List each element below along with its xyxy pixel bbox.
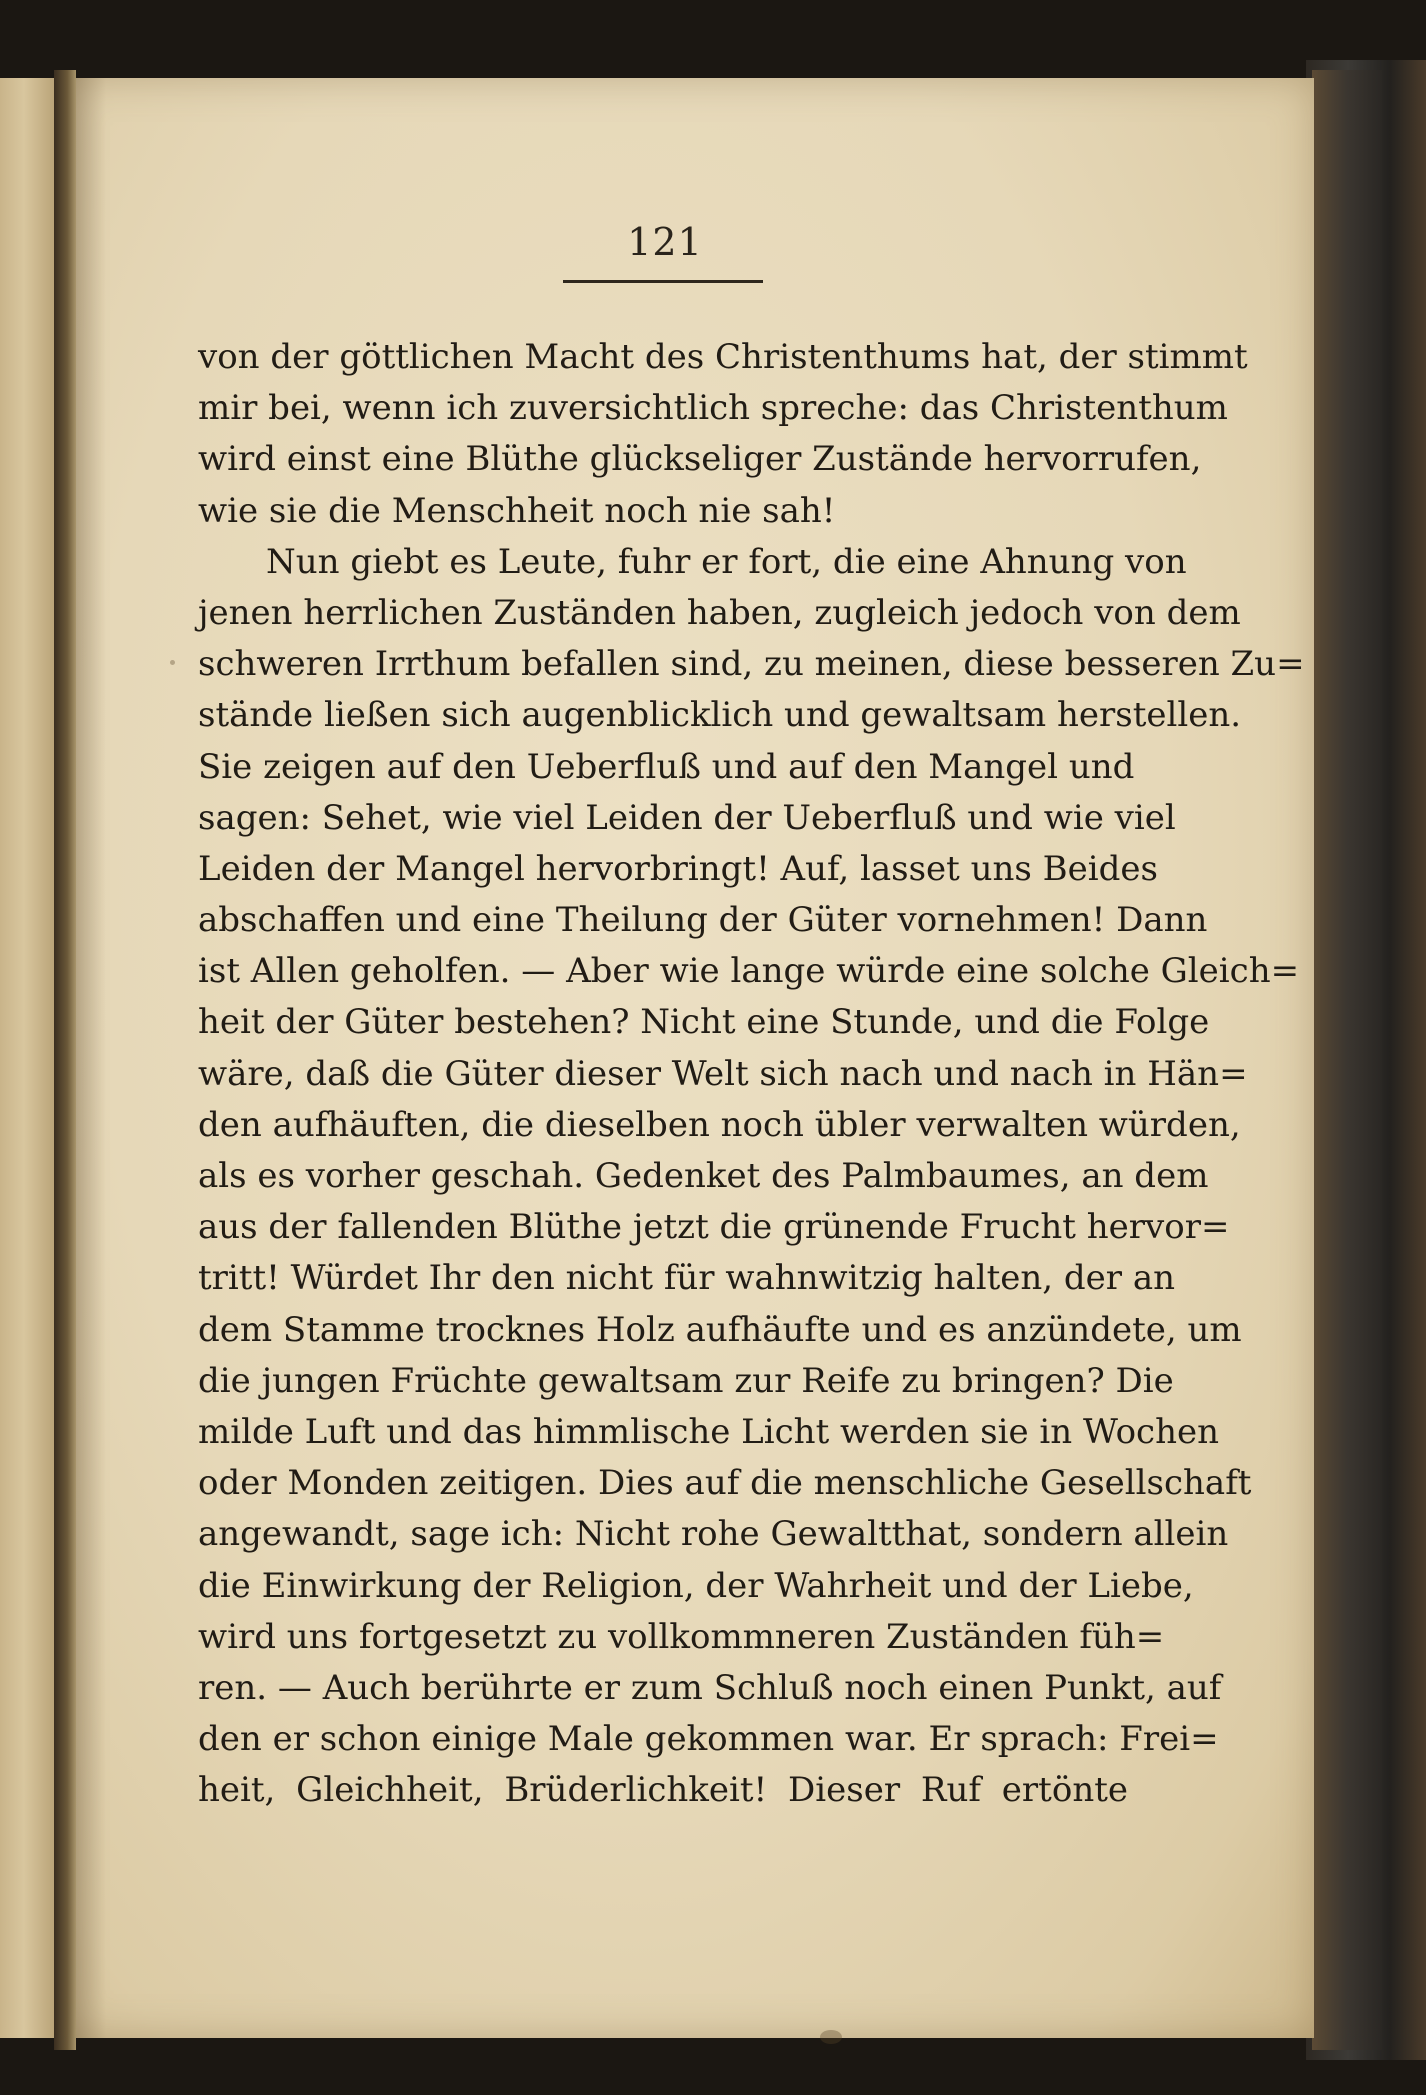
text-line: Nun giebt es Leute, fuhr er fort, die eine Ahnung von — [266, 541, 1187, 582]
text-line: wird uns fortgesetzt zu vollkommneren Zuständen füh= — [198, 1616, 1165, 1657]
text-line: ren. — Auch berührte er zum Schluß noch einen Punkt, auf — [198, 1667, 1222, 1708]
text-line: schweren Irrthum befallen sind, zu meinen, diese besseren Zu= — [198, 644, 1305, 685]
text-line: oder Monden zeitigen. Dies auf die menschliche Gesellschaft — [198, 1463, 1252, 1504]
page-number-rule — [563, 280, 763, 283]
text-line: angewandt, sage ich: Nicht rohe Gewaltthat, sondern allein — [198, 1514, 1229, 1555]
text-line: wird einst eine Blüthe glückseliger Zustände hervorrufen, — [198, 439, 1202, 480]
text-line: dem Stamme trocknes Holz aufhäufte und es anzündete, um — [198, 1309, 1242, 1350]
text-line: milde Luft und das himmlische Licht werden sie in Wochen — [198, 1411, 1220, 1452]
paper-speck — [820, 2030, 842, 2044]
text-line: wäre, daß die Güter dieser Welt sich nach und nach in Hän= — [198, 1053, 1248, 1094]
left-page-edge — [0, 78, 60, 2038]
text-line: Sie zeigen auf den Ueberfluß und auf den Mangel und — [198, 746, 1135, 787]
text-line: den er schon einige Male gekommen war. Er sprach: Frei= — [198, 1719, 1219, 1760]
text-line: wie sie die Menschheit noch nie sah! — [198, 490, 836, 531]
text-line: aus der fallenden Blüthe jetzt die grünende Frucht hervor= — [198, 1207, 1230, 1248]
body-text — [198, 332, 1305, 1816]
text-line: Leiden der Mangel hervorbringt! Auf, lasset uns Beides — [198, 848, 1158, 889]
text-line: heit, Gleichheit, Brüderlichkeit! Dieser Ruf ertönte — [198, 1770, 1128, 1811]
text-line: den aufhäuften, die dieselben noch übler verwalten würden, — [198, 1104, 1241, 1145]
text-line: ist Allen geholfen. — Aber wie lange würde eine solche Gleich= — [198, 951, 1300, 992]
paper-speck — [170, 660, 175, 665]
text-line: als es vorher geschah. Gedenket des Palmbaumes, an dem — [198, 1156, 1209, 1196]
text-line: jenen herrlichen Zuständen haben, zugleich jedoch von dem — [198, 592, 1241, 633]
page-number: 121 — [627, 220, 703, 264]
text-line: von der göttlichen Macht des Christenthums hat, der stimmt — [198, 337, 1248, 377]
text-line: tritt! Würdet Ihr den nicht für wahnwitzig halten, der an — [198, 1258, 1175, 1299]
text-line: mir bei, wenn ich zuversichtlich spreche: das Christenthum — [198, 388, 1228, 429]
book-spine-strip — [1312, 70, 1382, 2050]
text-line: sagen: Sehet, wie viel Leiden der Ueberfluß und wie viel — [198, 797, 1176, 838]
text-line: stände ließen sich augenblicklich und gewaltsam herstellen. — [198, 695, 1242, 736]
text-line: die Einwirkung der Religion, der Wahrheit und der Liebe, — [198, 1565, 1194, 1606]
text-line: abschaffen und eine Theilung der Güter vornehmen! Dann — [198, 900, 1208, 941]
text-line: heit der Güter bestehen? Nicht eine Stunde, und die Folge — [198, 1002, 1210, 1043]
book-gutter — [54, 70, 76, 2050]
text-line: die jungen Früchte gewaltsam zur Reife zu bringen? Die — [198, 1360, 1174, 1401]
